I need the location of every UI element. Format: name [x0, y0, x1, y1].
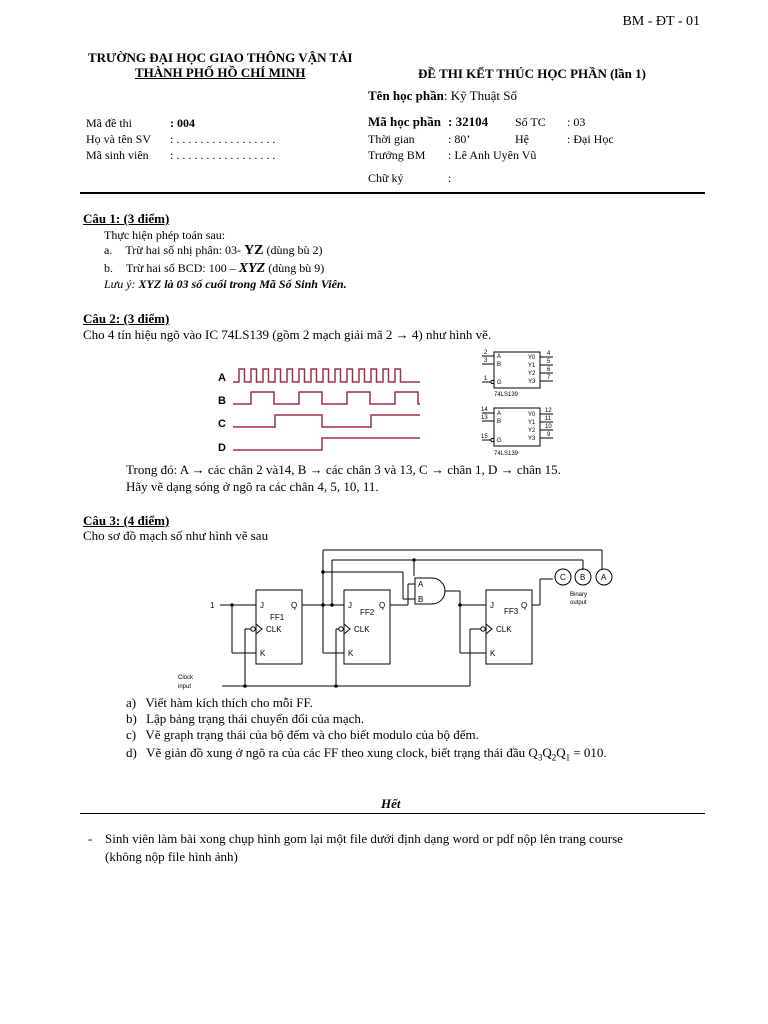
- course-label: Tên học phần: [368, 88, 444, 103]
- ic1-pin-label: 1: [484, 376, 488, 382]
- course-code-label: Mã học phần: [368, 114, 441, 129]
- ff3-q-label: Q: [521, 601, 528, 610]
- counter-circuit-diagram: [170, 542, 630, 694]
- q2-pin-mapping: Trong đó: A → các chân 2 và14, B → các chân 3 và 13, C → chân 1, D → chân 15.: [126, 462, 561, 477]
- q1-intro: Thực hiện phép toán sau:: [104, 228, 226, 242]
- ic2-pin-label: 13: [481, 415, 488, 421]
- exam-code-number: 004: [177, 116, 195, 130]
- ic2-output-label: Y2: [528, 428, 536, 434]
- header-divider: [80, 192, 705, 194]
- q2-intro: Cho 4 tín hiệu ngõ vào IC 74LS139 (gồm 2 mạch giải mã 2 → 4) như hình vẽ.: [83, 327, 492, 342]
- ic2-pin-label: 10: [545, 424, 552, 430]
- q3-item-text: Vẽ graph trạng thái của bộ đếm và cho biết modulo của bộ đếm.: [145, 727, 479, 742]
- ic1-name: 74LS139: [494, 392, 519, 398]
- ff1-q-label: Q: [291, 601, 298, 610]
- output-b-label: B: [580, 573, 586, 582]
- q1-b-tail: (dùng bù 9): [265, 261, 325, 275]
- q3-item-c: [126, 727, 479, 743]
- q3-title: Câu 3: (4 điểm): [83, 513, 170, 528]
- ff2-label: FF2: [360, 608, 375, 617]
- clock-input-label-2: input: [178, 684, 192, 690]
- exam-title: ĐỀ THI KẾT THÚC HỌC PHẦN (lần 1): [418, 66, 646, 81]
- q2-task: Hãy vẽ dạng sóng ở ngõ ra các chân 4, 5, 10, 11.: [126, 479, 379, 494]
- signal-label-c: C: [218, 418, 226, 430]
- end-marker: Hết: [381, 796, 401, 811]
- q1-title: Câu 1: (3 điểm): [83, 211, 170, 226]
- binary-output-label-2: output: [570, 600, 587, 606]
- subscript: 3: [537, 752, 543, 763]
- q3-item-marker: b): [126, 711, 137, 726]
- course-code-value: : 32104: [448, 114, 489, 129]
- ic2-pin-label: 9: [547, 432, 551, 438]
- exam-code-value: : 004: [170, 116, 195, 130]
- footer-note-line1: Sinh viên làm bài xong chụp hình gom lại một file dưới định dạng word or pdf nộp lên trang course: [105, 831, 623, 846]
- q3-item-text: Lập bảng trạng thái chuyển đổi của mạch.: [146, 711, 365, 726]
- credits-label: Số TC: [515, 115, 546, 129]
- ic2-name: 74LS139: [494, 451, 519, 457]
- q1-a-marker: a.: [104, 243, 113, 257]
- time-label: Thời gian: [368, 132, 415, 146]
- ic1-output-label: Y0: [528, 355, 536, 361]
- signature-label: Chữ ký: [368, 171, 404, 185]
- footer-bullet: -: [88, 831, 93, 846]
- q3-item-marker: c): [126, 727, 137, 742]
- q1-b-marker: b.: [104, 261, 113, 275]
- q1-a-text: Trừ hai số nhị phân: 03-: [125, 243, 245, 257]
- ic1-pin-label: 7: [547, 375, 551, 381]
- ff1-k-label: K: [260, 649, 266, 658]
- student-id-field: : . . . . . . . . . . . . . . . . .: [170, 148, 276, 162]
- input-one-label: 1: [210, 601, 215, 610]
- credits-value: : 03: [567, 115, 586, 129]
- signal-label-b: B: [218, 395, 226, 407]
- ff2-clk-label: CLK: [354, 625, 370, 634]
- gate-input-b-label: B: [418, 595, 424, 604]
- ic2-output-label: Y0: [528, 412, 536, 418]
- waveform-a: [233, 369, 420, 382]
- ff2-j-label: J: [348, 601, 352, 610]
- q1-note: [104, 277, 347, 292]
- ic1-input-label: G: [497, 380, 502, 386]
- ic1-pin-label: 6: [547, 367, 551, 373]
- q1-item-a: [104, 243, 323, 259]
- ic1-pin-label: 3: [484, 358, 488, 364]
- subscript: 1: [565, 752, 571, 763]
- ic2-input-label: A: [497, 411, 502, 417]
- course-value: : Kỹ Thuật Số: [443, 88, 517, 103]
- waveform-d: [233, 438, 420, 450]
- q1-a-bold: YZ: [244, 243, 264, 258]
- student-name-field: : . . . . . . . . . . . . . . . . .: [170, 132, 276, 146]
- ic1-pin-label: 5: [547, 359, 551, 365]
- q1-b-bold: XYZ: [238, 261, 266, 276]
- ic1-input-label: A: [497, 354, 502, 360]
- ic2-pin-label: 12: [545, 408, 552, 414]
- ic2-pin-label: 11: [545, 416, 552, 422]
- ff2-k-label: K: [348, 649, 354, 658]
- exam-code-label: Mã đề thi: [86, 116, 132, 130]
- school-name-line2: THÀNH PHỐ HỒ CHÍ MINH: [135, 65, 306, 80]
- clock-input-label-1: Clock: [178, 675, 194, 681]
- ff3-j-label: J: [490, 601, 494, 610]
- ic1-output-label: Y1: [528, 363, 536, 369]
- ff2-q-label: Q: [379, 601, 386, 610]
- gate-input-a-label: A: [418, 580, 424, 589]
- subscript: 2: [551, 752, 557, 763]
- q3-item-text: Viết hàm kích thích cho mỗi FF.: [145, 695, 313, 710]
- course-name: [368, 88, 517, 104]
- q3-item-marker: a): [126, 695, 137, 710]
- ff1-j-label: J: [260, 601, 264, 610]
- end-divider: [80, 813, 705, 814]
- q2-title: Câu 2: (3 điểm): [83, 311, 170, 326]
- q-letter: Q: [542, 745, 552, 760]
- ff1-label: FF1: [270, 613, 285, 622]
- q3-item-a: [126, 695, 313, 711]
- student-id-label: Mã sinh viên: [86, 148, 149, 162]
- ff1-clk-label: CLK: [266, 625, 282, 634]
- binary-output-label-1: Binary: [570, 592, 588, 598]
- ic-74ls139-a: [478, 346, 558, 398]
- q3-d-tail: = 010.: [570, 745, 607, 760]
- input-waveforms: [210, 360, 430, 460]
- output-c-label: C: [560, 573, 566, 582]
- q1-a-tail: (dùng bù 2): [263, 243, 323, 257]
- form-code: BM - ĐT - 01: [622, 14, 700, 29]
- ic1-output-label: Y2: [528, 371, 536, 377]
- level-value: : Đại Học: [567, 132, 614, 146]
- q1-b-text: Trừ hai số BCD: 100 –: [126, 261, 239, 275]
- ic2-input-label: G: [497, 438, 502, 444]
- signal-label-a: A: [218, 372, 226, 384]
- level-label: Hệ: [515, 132, 529, 146]
- ic2-output-label: Y1: [528, 420, 536, 426]
- output-a-label: A: [601, 573, 607, 582]
- q1-item-b: [104, 261, 324, 277]
- department-head-value: : Lê Anh Uyên Vũ: [448, 148, 537, 162]
- signature-value: :: [448, 171, 452, 185]
- ff3-k-label: K: [490, 649, 496, 658]
- time-value: : 80’: [448, 132, 471, 146]
- student-name-label: Họ và tên SV: [86, 132, 151, 146]
- q-letter: Q: [556, 745, 566, 760]
- ff3-clk-label: CLK: [496, 625, 512, 634]
- ic2-input-label: B: [497, 419, 502, 425]
- ic1-pin-label: 2: [484, 350, 488, 356]
- q3-item-marker: d): [126, 745, 137, 760]
- ic1-input-label: B: [497, 362, 502, 368]
- ic1-output-label: Y3: [528, 379, 536, 385]
- ic-74ls139-b: [478, 402, 558, 458]
- footer-note-line2: (không nộp file hình ảnh): [105, 849, 238, 864]
- q3-item-b: [126, 711, 364, 727]
- ic2-pin-label: 15: [481, 434, 488, 440]
- waveform-b: [233, 392, 420, 404]
- ic2-output-label: Y3: [528, 436, 536, 442]
- q3-intro: Cho sơ đồ mạch số như hình vẽ sau: [83, 528, 269, 543]
- ic2-pin-label: 14: [481, 407, 488, 413]
- department-head-label: Trưởng BM: [368, 148, 426, 162]
- q1-note-label: Lưu ý:: [104, 277, 139, 291]
- ic1-pin-label: 4: [547, 351, 551, 357]
- q1-note-text: XYZ là 03 số cuối trong Mã Số Sinh Viên.: [138, 277, 347, 291]
- q3-item-text: Vẽ giản đồ xung ở ngõ ra của các FF theo xung clock, biết trạng thái đầu Q: [146, 745, 538, 760]
- ff3-label: FF3: [504, 607, 519, 616]
- waveform-c: [233, 415, 420, 427]
- signal-label-d: D: [218, 442, 226, 454]
- school-name-line1: TRƯỜNG ĐẠI HỌC GIAO THÔNG VẬN TẢI: [88, 50, 353, 65]
- q3-item-d: [126, 745, 607, 763]
